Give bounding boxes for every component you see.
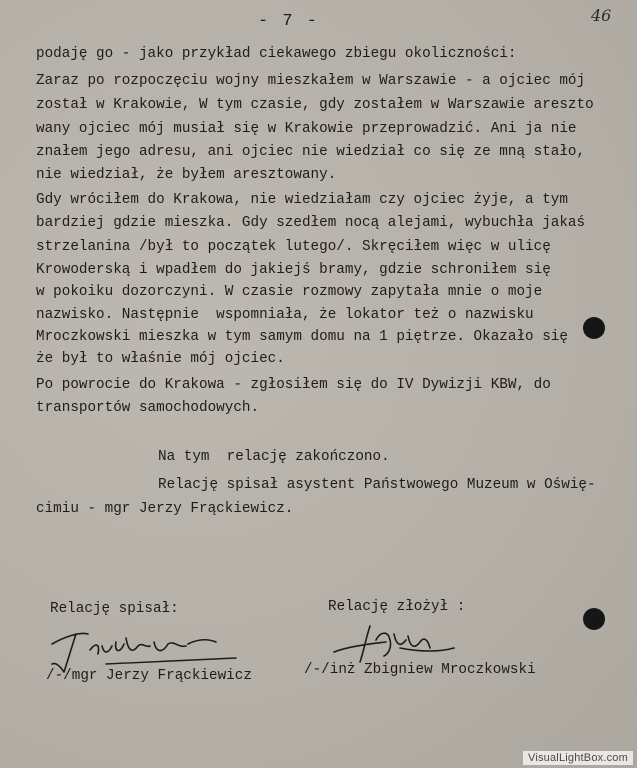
right-signature-label: Relację złożył : <box>328 599 466 615</box>
closing-line: Na tym relację zakończono. <box>158 449 390 465</box>
punch-hole <box>583 608 605 630</box>
body-line: Mroczkowski mieszka w tym samym domu na 1 piętrze. Okazało się <box>36 329 568 345</box>
body-line: Gdy wróciłem do Krakowa, nie wiedziałam czy ojciec żyje, a tym <box>36 192 568 208</box>
body-line: strzelanina /był to początek lutego/. Skręciłem więc w ulicę <box>36 239 551 255</box>
body-line: bardziej gdzie mieszka. Gdy szedłem nocą alejami, wybuchła jakaś <box>36 215 586 231</box>
left-signature-name: /-/mgr Jerzy Frąckiewicz <box>46 668 252 684</box>
handwritten-signature-mroczkowski <box>330 618 460 668</box>
body-line: wany ojciec mój musiał się w Krakowie przeprowadzić. Ani ja nie <box>36 121 577 137</box>
body-line: znałem jego adresu, ani ojciec nie wiedział co się ze mną stało, <box>36 144 586 160</box>
closing-line: Relację spisał asystent Państwowego Muzeum w Oświę- <box>158 477 596 493</box>
body-line: transportów samochodowych. <box>36 400 260 416</box>
body-line: że był to właśnie mój ojciec. <box>36 351 285 367</box>
closing-line: cimiu - mgr Jerzy Frąckiewicz. <box>36 501 294 517</box>
page-number: - 7 - <box>258 12 320 31</box>
punch-hole <box>583 317 605 339</box>
body-line: Krowoderską i wpadłem do jakiejś bramy, gdzie schroniłem się <box>36 262 551 278</box>
left-signature-label: Relację spisał: <box>50 601 179 617</box>
body-line: Po powrocie do Krakowa - zgłosiłem się do IV Dywizji KBW, do <box>36 377 551 393</box>
body-line: w pokoiku dozorczyni. W czasie rozmowy zapytała mnie o moje <box>36 284 543 300</box>
body-line: Zaraz po rozpoczęciu wojny mieszkałem w Warszawie - a ojciec mój <box>36 73 586 89</box>
right-signature-name: /-/inż Zbigniew Mroczkowski <box>304 662 536 678</box>
body-line: został w Krakowie, W tym czasie, gdy zostałem w Warszawie areszto <box>36 97 594 113</box>
body-line: nie wiedział, że byłem aresztowany. <box>36 167 337 183</box>
body-line: nazwisko. Następnie wspomniała, że lokator też o nazwisku <box>36 307 534 323</box>
handwritten-page-number: 46 <box>591 6 612 25</box>
body-line: podaję go - jako przykład ciekawego zbiegu okoliczności: <box>36 46 517 62</box>
watermark: VisualLightBox.com <box>523 751 633 765</box>
